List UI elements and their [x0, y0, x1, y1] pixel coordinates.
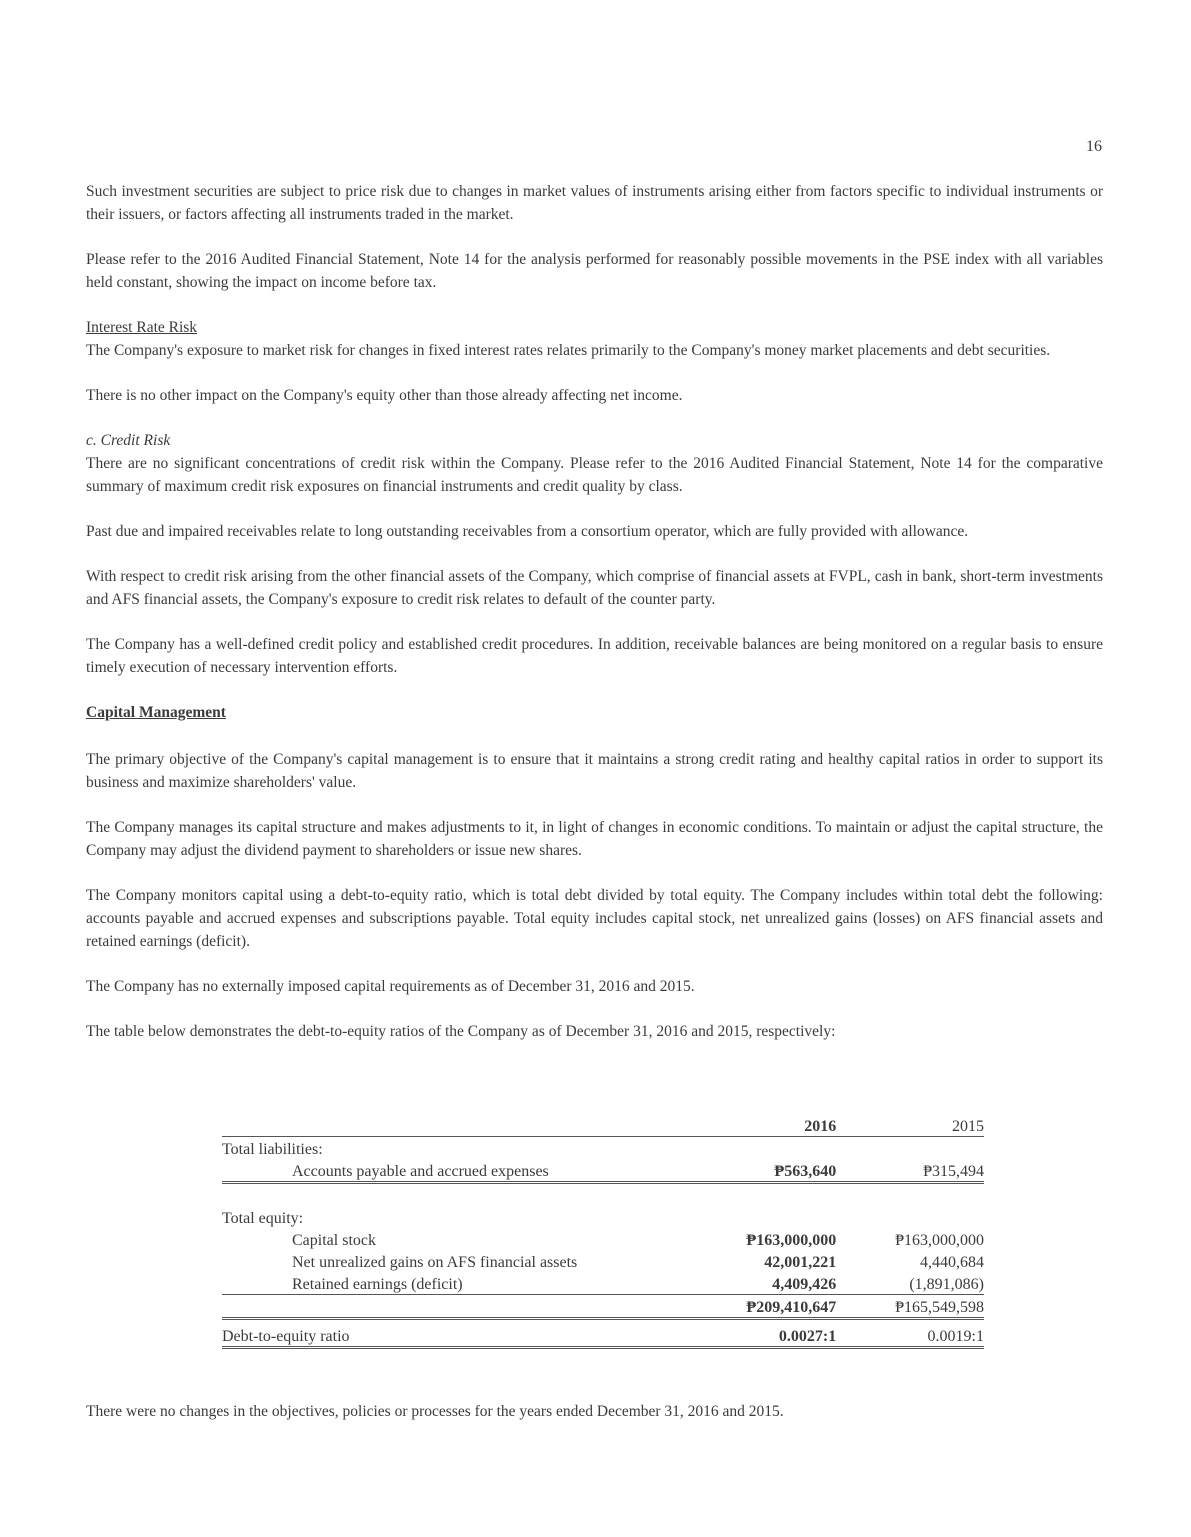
debt-to-equity-label: Debt-to-equity ratio: [222, 1319, 716, 1348]
credit-risk-heading: c. Credit Risk: [86, 432, 171, 449]
accounts-payable-label: Accounts payable and accrued expenses: [222, 1159, 716, 1183]
table-row: [222, 1295, 984, 1319]
table-row: [222, 1159, 984, 1183]
capital-stock-2016: ₱163,000,000: [746, 1232, 837, 1249]
table-row: [222, 1272, 984, 1295]
net-unrealized-gains-label: Net unrealized gains on AFS financial assets: [292, 1254, 578, 1271]
closing-paragraph: There were no changes in the objectives, policies or processes for the years ended December 31, 2016 and 2015.: [86, 1403, 784, 1420]
col-header-2016: 2016: [716, 1114, 836, 1137]
interest-rate-heading: Interest Rate Risk: [86, 319, 198, 336]
table-row: [222, 1137, 984, 1160]
capital-management-heading: Capital Management: [86, 704, 226, 721]
table-row: [222, 1228, 984, 1250]
retained-earnings-label: Retained earnings (deficit): [222, 1272, 716, 1295]
capital-stock-label: Capital stock: [292, 1232, 376, 1249]
table-row: [222, 1250, 984, 1272]
total-equity-2016: ₱209,410,647: [716, 1295, 836, 1319]
table-row: [222, 1206, 984, 1228]
debt-to-equity-2016: 0.0027:1: [716, 1319, 836, 1348]
capital-structure-paragraph: The Company manages its capital structure and makes adjustments to it, in light of changes in economic conditions. To maintain or adjust the capital structure, the Company may adjust the dividend payment to shareholders or issue new shares.: [86, 819, 1103, 859]
net-unrealized-gains-2016: 42,001,221: [764, 1254, 837, 1271]
table-intro-paragraph: The table below demonstrates the debt-to-equity ratios of the Company as of December 31, 2016 and 2015, respectively:: [86, 1023, 836, 1040]
price-risk-paragraph: Such investment securities are subject to price risk due to changes in market values of instruments arising either from factors specific to individual instruments or their issuers, or factors affecting all instruments traded in the market.: [86, 183, 1103, 223]
net-unrealized-gains-2015: 4,440,684: [920, 1254, 984, 1271]
table-row: [222, 1319, 984, 1348]
interest-rate-section: [86, 316, 1103, 362]
accounts-payable-2015: ₱315,494: [864, 1159, 984, 1183]
document-body: [86, 180, 1103, 1043]
credit-risk-paragraph: There are no significant concentrations of credit risk within the Company. Please refer to the 2016 Audited Financial Statement, Note 14 for the comparative summary of maximum credit risk exposures on financial instruments and credit quality by class.: [86, 455, 1103, 495]
capital-objective-paragraph: The primary objective of the Company's capital management is to ensure that it maintains a strong credit rating and healthy capital ratios in order to support its business and maximize shareholders' value.: [86, 751, 1103, 791]
total-liabilities-label: Total liabilities:: [222, 1141, 323, 1158]
total-equity-2015: ₱165,549,598: [864, 1295, 984, 1319]
interest-rate-paragraph: The Company's exposure to market risk for changes in fixed interest rates relates primarily to the Company's money market placements and debt securities.: [86, 342, 1051, 359]
debt-to-equity-table: [222, 1114, 984, 1349]
col-header-2015: 2015: [864, 1114, 984, 1137]
debt-equity-method-paragraph: The Company monitors capital using a debt-to-equity ratio, which is total debt divided by total equity. The Company includes within total debt the following: accounts payable and accrued expenses and subscriptions payable. Total equity includes capital stock, net unrealized gains (losses) on AFS financial assets and retained earnings (deficit).: [86, 887, 1103, 950]
capital-requirements-paragraph: The Company has no externally imposed capital requirements as of December 31, 2016 and 2015.: [86, 978, 695, 995]
pse-index-paragraph: Please refer to the 2016 Audited Financial Statement, Note 14 for the analysis performed for reasonably possible movements in the PSE index with all variables held constant, showing the impact on income before tax.: [86, 251, 1103, 291]
total-equity-label: Total equity:: [222, 1210, 304, 1227]
credit-policy-paragraph: The Company has a well-defined credit policy and established credit procedures. In addition, receivable balances are being monitored on a regular basis to ensure timely execution of necessary intervention efforts.: [86, 636, 1103, 676]
table-header-row: [222, 1114, 984, 1137]
accounts-payable-2016: ₱563,640: [716, 1159, 836, 1183]
capital-stock-2015: ₱163,000,000: [895, 1232, 984, 1249]
credit-risk-section: [86, 429, 1103, 498]
credit-other-paragraph: With respect to credit risk arising from the other financial assets of the Company, which comprise of financial assets at FVPL, cash in bank, short-term investments and AFS financial assets, the Company's exposure to credit risk relates to default of the counter party.: [86, 568, 1103, 608]
equity-impact-paragraph: There is no other impact on the Company's equity other than those already affecting net income.: [86, 387, 683, 404]
retained-earnings-2015: (1,891,086): [864, 1272, 984, 1295]
past-due-paragraph: Past due and impaired receivables relate to long outstanding receivables from a consortium operator, which are fully provided with allowance.: [86, 523, 969, 540]
debt-to-equity-2015: 0.0019:1: [864, 1319, 984, 1348]
retained-earnings-2016: 4,409,426: [716, 1272, 836, 1295]
page-number: 16: [1086, 138, 1102, 155]
